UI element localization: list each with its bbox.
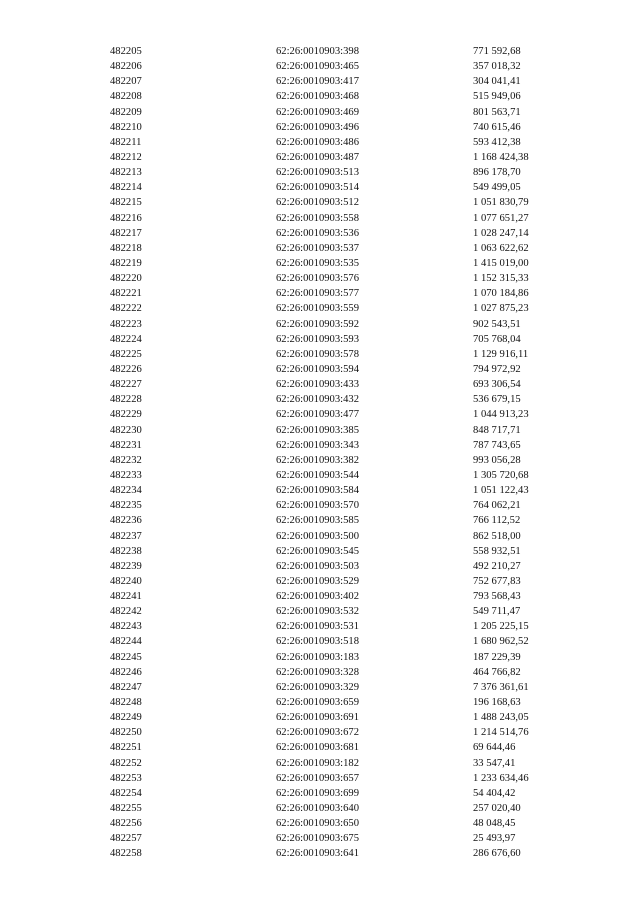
cadastral-number: 62:26:0010903:657 xyxy=(276,772,359,784)
cadastral-number: 62:26:0010903:465 xyxy=(276,61,359,73)
cadastral-value: 693 306,54 xyxy=(473,379,521,391)
cadastral-value: 257 020,40 xyxy=(473,803,521,815)
cadastral-number: 62:26:0010903:577 xyxy=(276,288,359,300)
row-number: 482230 xyxy=(110,424,142,436)
cadastral-value: 549 711,47 xyxy=(473,606,521,618)
cadastral-number: 62:26:0010903:487 xyxy=(276,151,359,163)
row-number: 482256 xyxy=(110,818,142,830)
cadastral-number: 62:26:0010903:382 xyxy=(276,454,359,466)
table-row xyxy=(0,301,640,316)
cadastral-number: 62:26:0010903:398 xyxy=(276,46,359,57)
row-number: 482213 xyxy=(110,167,142,179)
cadastral-number: 62:26:0010903:486 xyxy=(276,136,359,148)
row-number: 482243 xyxy=(110,621,142,633)
cadastral-value: 764 062,21 xyxy=(473,500,521,512)
table-row xyxy=(0,256,640,271)
cadastral-value: 1 077 651,27 xyxy=(473,212,529,224)
cadastral-value: 515 949,06 xyxy=(473,91,521,103)
cadastral-value: 286 676,60 xyxy=(473,848,521,860)
cadastral-value: 902 543,51 xyxy=(473,318,521,330)
cadastral-value: 593 412,38 xyxy=(473,136,521,148)
cadastral-number: 62:26:0010903:537 xyxy=(276,242,359,254)
cadastral-value: 993 056,28 xyxy=(473,454,521,466)
row-number: 482224 xyxy=(110,333,142,345)
cadastral-value: 740 615,46 xyxy=(473,121,521,133)
table-row xyxy=(0,665,640,680)
cadastral-value: 33 547,41 xyxy=(473,757,516,769)
cadastral-value: 1 152 315,33 xyxy=(473,273,529,285)
cadastral-value: 1 051 122,43 xyxy=(473,485,529,497)
table-row xyxy=(0,619,640,634)
row-number: 482234 xyxy=(110,485,142,497)
row-number: 482221 xyxy=(110,288,142,300)
cadastral-number: 62:26:0010903:576 xyxy=(276,273,359,285)
table-row xyxy=(0,544,640,559)
cadastral-number: 62:26:0010903:535 xyxy=(276,257,359,269)
cadastral-number: 62:26:0010903:584 xyxy=(276,485,359,497)
table-row xyxy=(0,150,640,165)
table-row xyxy=(0,407,640,422)
row-number: 482250 xyxy=(110,727,142,739)
cadastral-number: 62:26:0010903:594 xyxy=(276,363,359,375)
cadastral-value: 304 041,41 xyxy=(473,76,521,88)
row-number: 482206 xyxy=(110,61,142,73)
cadastral-number: 62:26:0010903:477 xyxy=(276,409,359,421)
table-row xyxy=(0,846,640,861)
table-row xyxy=(0,574,640,589)
cadastral-number: 62:26:0010903:343 xyxy=(276,439,359,451)
row-number: 482212 xyxy=(110,151,142,163)
cadastral-value: 464 766,82 xyxy=(473,666,521,678)
table-row xyxy=(0,332,640,347)
cadastral-value: 1 044 913,23 xyxy=(473,409,529,421)
table-row xyxy=(0,831,640,846)
cadastral-number: 62:26:0010903:433 xyxy=(276,379,359,391)
row-number: 482229 xyxy=(110,409,142,421)
cadastral-value: 794 972,92 xyxy=(473,363,521,375)
row-number: 482218 xyxy=(110,242,142,254)
row-number: 482208 xyxy=(110,91,142,103)
cadastral-number: 62:26:0010903:640 xyxy=(276,803,359,815)
cadastral-value: 1 205 225,15 xyxy=(473,621,529,633)
cadastral-number: 62:26:0010903:518 xyxy=(276,636,359,648)
row-number: 482222 xyxy=(110,303,142,315)
table-row xyxy=(0,513,640,528)
cadastral-number: 62:26:0010903:417 xyxy=(276,76,359,88)
row-number: 482232 xyxy=(110,454,142,466)
table-row xyxy=(0,59,640,74)
cadastral-number: 62:26:0010903:385 xyxy=(276,424,359,436)
cadastral-value: 492 210,27 xyxy=(473,560,521,572)
cadastral-value: 801 563,71 xyxy=(473,106,521,118)
table-row xyxy=(0,226,640,241)
cadastral-value: 771 592,68 xyxy=(473,46,521,57)
cadastral-value: 7 376 361,61 xyxy=(473,681,529,693)
row-number: 482214 xyxy=(110,182,142,194)
row-number: 482249 xyxy=(110,712,142,724)
row-number: 482219 xyxy=(110,257,142,269)
cadastral-value: 1 233 634,46 xyxy=(473,772,529,784)
row-number: 482235 xyxy=(110,500,142,512)
cadastral-number: 62:26:0010903:500 xyxy=(276,530,359,542)
cadastral-value: 752 677,83 xyxy=(473,575,521,587)
row-number: 482254 xyxy=(110,787,142,799)
table-row xyxy=(0,362,640,377)
row-number: 482238 xyxy=(110,545,142,557)
cadastral-value: 69 644,46 xyxy=(473,742,516,754)
data-table xyxy=(0,44,640,862)
cadastral-value: 357 018,32 xyxy=(473,61,521,73)
table-row xyxy=(0,529,640,544)
cadastral-value: 549 499,05 xyxy=(473,182,521,194)
cadastral-number: 62:26:0010903:585 xyxy=(276,515,359,527)
table-row xyxy=(0,180,640,195)
cadastral-number: 62:26:0010903:558 xyxy=(276,212,359,224)
cadastral-value: 1 680 962,52 xyxy=(473,636,529,648)
cadastral-number: 62:26:0010903:544 xyxy=(276,469,359,481)
table-row xyxy=(0,453,640,468)
cadastral-value: 187 229,39 xyxy=(473,651,521,663)
row-number: 482242 xyxy=(110,606,142,618)
table-row xyxy=(0,604,640,619)
table-row xyxy=(0,135,640,150)
row-number: 482209 xyxy=(110,106,142,118)
row-number: 482257 xyxy=(110,833,142,845)
row-number: 482240 xyxy=(110,575,142,587)
cadastral-number: 62:26:0010903:182 xyxy=(276,757,359,769)
table-row xyxy=(0,241,640,256)
cadastral-value: 536 679,15 xyxy=(473,394,521,406)
row-number: 482248 xyxy=(110,697,142,709)
table-row xyxy=(0,559,640,574)
cadastral-value: 54 404,42 xyxy=(473,787,516,799)
table-row xyxy=(0,211,640,226)
table-row xyxy=(0,74,640,89)
cadastral-value: 1 051 830,79 xyxy=(473,197,529,209)
row-number: 482258 xyxy=(110,848,142,860)
cadastral-value: 705 768,04 xyxy=(473,333,521,345)
table-row xyxy=(0,816,640,831)
table-row xyxy=(0,105,640,120)
cadastral-number: 62:26:0010903:592 xyxy=(276,318,359,330)
cadastral-number: 62:26:0010903:578 xyxy=(276,348,359,360)
table-row xyxy=(0,271,640,286)
row-number: 482253 xyxy=(110,772,142,784)
table-row xyxy=(0,801,640,816)
cadastral-number: 62:26:0010903:650 xyxy=(276,818,359,830)
row-number: 482246 xyxy=(110,666,142,678)
cadastral-number: 62:26:0010903:468 xyxy=(276,91,359,103)
row-number: 482215 xyxy=(110,197,142,209)
row-number: 482225 xyxy=(110,348,142,360)
cadastral-value: 1 415 019,00 xyxy=(473,257,529,269)
row-number: 482205 xyxy=(110,46,142,57)
cadastral-value: 848 717,71 xyxy=(473,424,521,436)
cadastral-number: 62:26:0010903:699 xyxy=(276,787,359,799)
row-number: 482247 xyxy=(110,681,142,693)
cadastral-number: 62:26:0010903:514 xyxy=(276,182,359,194)
row-number: 482216 xyxy=(110,212,142,224)
cadastral-value: 1 070 184,86 xyxy=(473,288,529,300)
cadastral-value: 1 214 514,76 xyxy=(473,727,529,739)
table-row xyxy=(0,680,640,695)
cadastral-number: 62:26:0010903:675 xyxy=(276,833,359,845)
row-number: 482241 xyxy=(110,591,142,603)
cadastral-number: 62:26:0010903:529 xyxy=(276,575,359,587)
table-row xyxy=(0,634,640,649)
table-row xyxy=(0,771,640,786)
cadastral-number: 62:26:0010903:531 xyxy=(276,621,359,633)
cadastral-number: 62:26:0010903:593 xyxy=(276,333,359,345)
cadastral-number: 62:26:0010903:672 xyxy=(276,727,359,739)
cadastral-number: 62:26:0010903:328 xyxy=(276,666,359,678)
cadastral-number: 62:26:0010903:532 xyxy=(276,606,359,618)
row-number: 482245 xyxy=(110,651,142,663)
cadastral-value: 1 028 247,14 xyxy=(473,227,529,239)
row-number: 482223 xyxy=(110,318,142,330)
table-row xyxy=(0,725,640,740)
cadastral-value: 766 112,52 xyxy=(473,515,521,527)
table-row xyxy=(0,195,640,210)
cadastral-value: 1 488 243,05 xyxy=(473,712,529,724)
cadastral-value: 793 568,43 xyxy=(473,591,521,603)
cadastral-number: 62:26:0010903:469 xyxy=(276,106,359,118)
cadastral-number: 62:26:0010903:545 xyxy=(276,545,359,557)
table-row xyxy=(0,392,640,407)
row-number: 482233 xyxy=(110,469,142,481)
row-number: 482207 xyxy=(110,76,142,88)
cadastral-number: 62:26:0010903:691 xyxy=(276,712,359,724)
row-number: 482237 xyxy=(110,530,142,542)
table-row xyxy=(0,120,640,135)
cadastral-value: 1 129 916,11 xyxy=(473,348,529,360)
row-number: 482252 xyxy=(110,757,142,769)
cadastral-number: 62:26:0010903:641 xyxy=(276,848,359,860)
table-row xyxy=(0,498,640,513)
table-row xyxy=(0,650,640,665)
cadastral-number: 62:26:0010903:570 xyxy=(276,500,359,512)
cadastral-value: 862 518,00 xyxy=(473,530,521,542)
row-number: 482244 xyxy=(110,636,142,648)
table-row xyxy=(0,710,640,725)
cadastral-number: 62:26:0010903:536 xyxy=(276,227,359,239)
row-number: 482210 xyxy=(110,121,142,133)
cadastral-number: 62:26:0010903:503 xyxy=(276,560,359,572)
table-row xyxy=(0,740,640,755)
table-row xyxy=(0,165,640,180)
cadastral-value: 1 305 720,68 xyxy=(473,469,529,481)
row-number: 482226 xyxy=(110,363,142,375)
cadastral-value: 1 168 424,38 xyxy=(473,151,529,163)
row-number: 482211 xyxy=(110,136,142,148)
table-row xyxy=(0,589,640,604)
table-row xyxy=(0,756,640,771)
cadastral-number: 62:26:0010903:513 xyxy=(276,167,359,179)
table-row xyxy=(0,44,640,59)
cadastral-number: 62:26:0010903:183 xyxy=(276,651,359,663)
table-row xyxy=(0,423,640,438)
cadastral-value: 196 168,63 xyxy=(473,697,521,709)
row-number: 482220 xyxy=(110,273,142,285)
cadastral-number: 62:26:0010903:559 xyxy=(276,303,359,315)
row-number: 482227 xyxy=(110,379,142,391)
table-row xyxy=(0,468,640,483)
cadastral-value: 558 932,51 xyxy=(473,545,521,557)
cadastral-number: 62:26:0010903:681 xyxy=(276,742,359,754)
cadastral-value: 1 027 875,23 xyxy=(473,303,529,315)
row-number: 482255 xyxy=(110,803,142,815)
row-number: 482228 xyxy=(110,394,142,406)
row-number: 482231 xyxy=(110,439,142,451)
table-row xyxy=(0,286,640,301)
cadastral-number: 62:26:0010903:329 xyxy=(276,681,359,693)
cadastral-value: 787 743,65 xyxy=(473,439,521,451)
table-row xyxy=(0,317,640,332)
table-row xyxy=(0,347,640,362)
row-number: 482217 xyxy=(110,227,142,239)
table-row xyxy=(0,786,640,801)
table-row xyxy=(0,695,640,710)
row-number: 482236 xyxy=(110,515,142,527)
table-row xyxy=(0,438,640,453)
row-number: 482239 xyxy=(110,560,142,572)
cadastral-value: 1 063 622,62 xyxy=(473,242,529,254)
cadastral-value: 48 048,45 xyxy=(473,818,516,830)
cadastral-value: 25 493,97 xyxy=(473,833,516,845)
table-row xyxy=(0,377,640,392)
cadastral-number: 62:26:0010903:432 xyxy=(276,394,359,406)
table-row xyxy=(0,89,640,104)
cadastral-number: 62:26:0010903:496 xyxy=(276,121,359,133)
cadastral-value: 896 178,70 xyxy=(473,167,521,179)
cadastral-number: 62:26:0010903:402 xyxy=(276,591,359,603)
row-number: 482251 xyxy=(110,742,142,754)
table-row xyxy=(0,483,640,498)
cadastral-number: 62:26:0010903:659 xyxy=(276,697,359,709)
cadastral-number: 62:26:0010903:512 xyxy=(276,197,359,209)
